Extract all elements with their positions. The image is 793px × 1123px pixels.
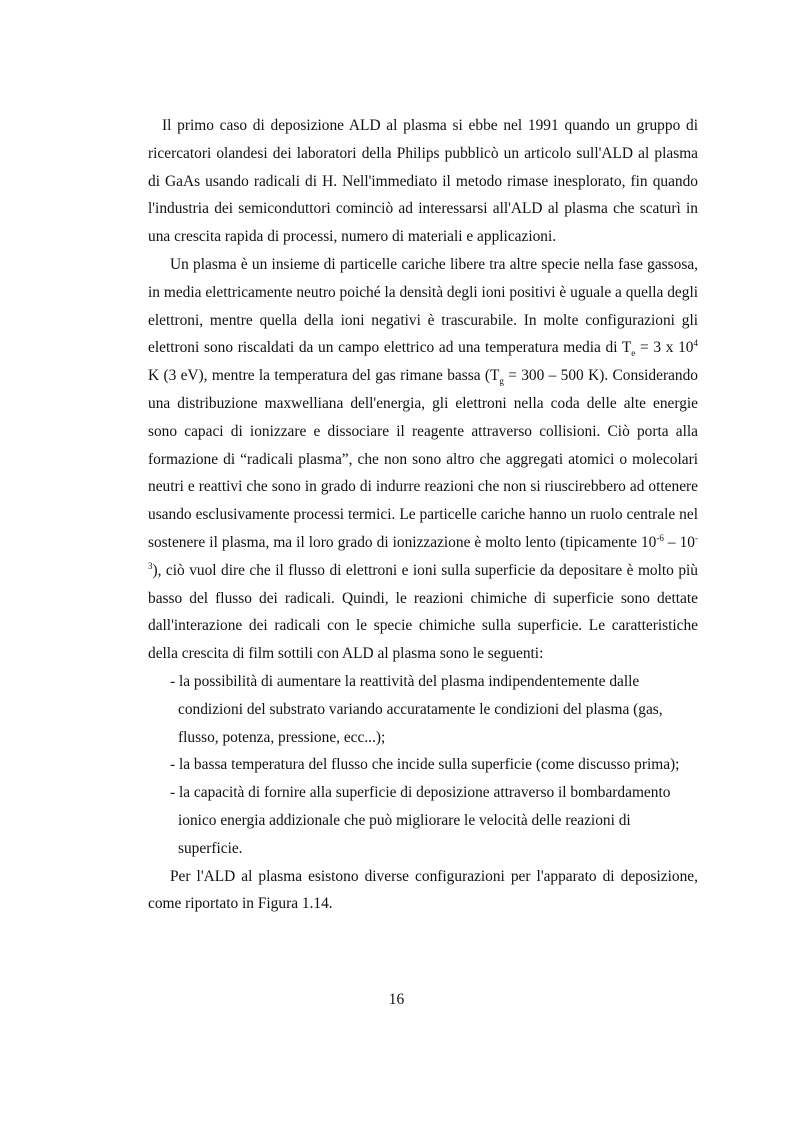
page-number: 16	[388, 991, 405, 1008]
p2-text-c: K (3 eV), mentre la temperatura del gas rimane bassa (T	[148, 367, 500, 385]
subscript-e: e	[631, 348, 636, 359]
p2-text-b: = 3 x 10	[635, 339, 694, 357]
p2-text-d: = 300 – 500 K). Considerando una distribuzione maxwelliana dell'energia, gli elettroni nella coda delle alte energie sono capaci di ionizzare e dissociare il reagente attraverso collisioni. Ciò porta alla formazione di “radicali plasma”, che non sono altro che aggregati atomici o molecolari neutri e reattivi che sono in grado di indurre reazioni che non si riuscirebbero ad ottenere usando esclusivamente processi termici. Le particelle cariche hanno un ruolo centrale nel sostenere il plasma, ma il loro grado di ionizzazione è molto lento (tipicamente 10	[148, 367, 698, 551]
superscript-minus-6: -6	[656, 532, 664, 543]
paragraph-2	[148, 251, 698, 668]
p2-text-e: – 10	[663, 533, 695, 551]
list-item: - la capacità di fornire alla superficie di deposizione attraverso il bombardamento ionico energia addizionale che può migliorare le velocità delle reazioni di superficie.	[170, 784, 671, 857]
p2-text-f: ), ciò vuol dire che il flusso di elettroni e ioni sulla superficie da depositare è molto più basso del flusso dei radicali. Quindi, le reazioni chimiche di superficie sono dettate dall'interazione dei radicali con le specie chimiche sulla superficie. Le caratteristiche della crescita di film sottili con ALD al plasma sono le seguenti:	[148, 561, 698, 663]
p2-text-a: Un plasma è un insieme di particelle cariche libere tra altre specie nella fase gassosa, in media elettricamente neutro poiché la densità degli ioni positivi è uguale a quella degli elettroni, mentre quella della ioni negativi è trascurabile. In molte configurazioni gli elettroni sono riscaldati da un campo elettrico ad una temperatura media di T	[148, 255, 698, 357]
list-item: - la bassa temperatura del flusso che incide sulla superficie (come discusso prima);	[170, 756, 680, 774]
list-item: - la possibilità di aumentare la reattività del plasma indipendentemente dalle condizioni del substrato variando accuratamente le condizioni del plasma (gas, flusso, potenza, pressione, ecc...);	[170, 672, 663, 746]
superscript-minus-3: -3	[148, 532, 698, 571]
paragraph-1: Il primo caso di deposizione ALD al plasma si ebbe nel 1991 quando un gruppo di ricercatori olandesi dei laboratori della Philips pubblicò un articolo sull'ALD al plasma di GaAs usando radicali di H. Nell'immediato il metodo rimase inesplorato, fin quando l'industria dei semiconduttori cominciò ad interessarsi all'ALD al plasma che scaturì in una crescita rapida di processi, numero di materiali e applicazioni.	[148, 117, 698, 246]
body-text	[148, 112, 698, 918]
superscript-4: 4	[693, 338, 699, 349]
characteristics-list	[148, 668, 698, 863]
paragraph-3: Per l'ALD al plasma esistono diverse configurazioni per l'apparato di deposizione, come riportato in Figura 1.14.	[148, 867, 698, 913]
subscript-g: g	[499, 376, 504, 387]
